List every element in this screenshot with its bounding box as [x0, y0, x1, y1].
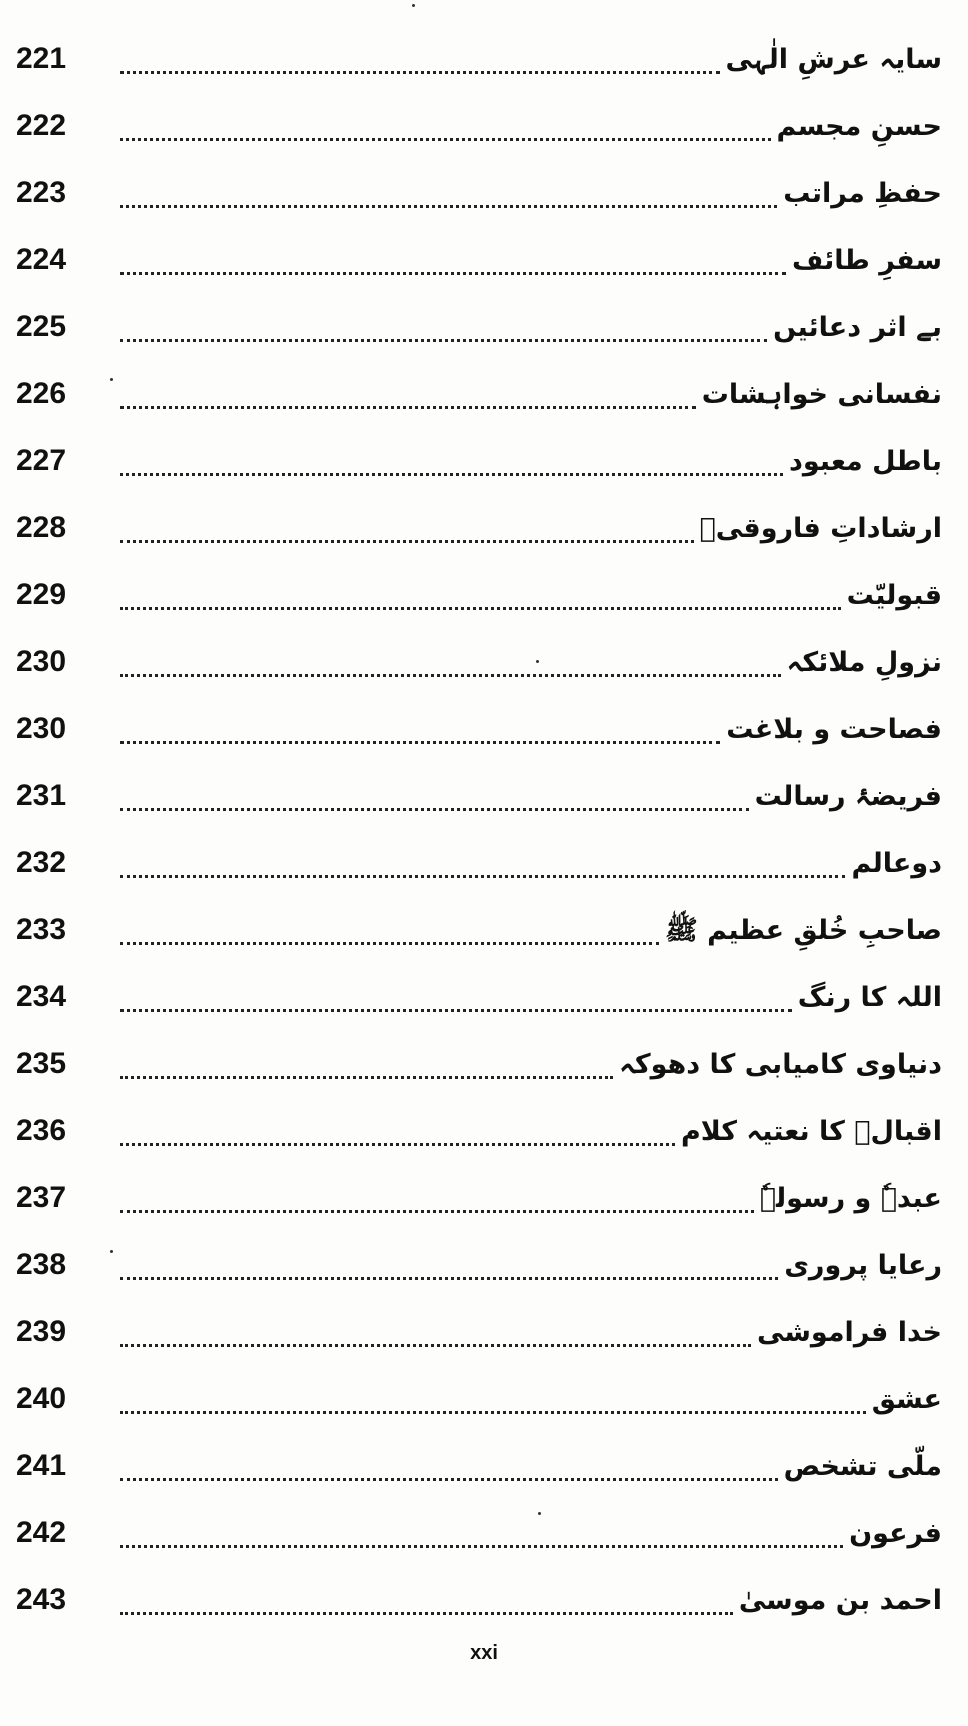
toc-page-number: 233 [16, 913, 67, 946]
toc-entry[interactable] [0, 828, 968, 895]
scan-speck [110, 1250, 113, 1253]
toc-entry-title: ارشاداتِ فاروقیؓ [699, 513, 942, 544]
scan-speck [536, 660, 539, 663]
toc-page-number: 229 [16, 578, 67, 611]
toc-entry-line [120, 905, 942, 951]
toc-entry-title: احمد بن موسیٰ [738, 1585, 942, 1616]
toc-entry-title: رعایا پروری [784, 1250, 942, 1281]
dot-leader [120, 936, 659, 945]
toc-entry-line [120, 570, 942, 616]
toc-entry[interactable] [0, 694, 968, 761]
toc-entry-line [120, 1508, 942, 1554]
toc-entry[interactable] [0, 24, 968, 91]
toc-entry-title: فرعون [849, 1518, 942, 1549]
dot-leader [120, 802, 749, 811]
toc-entry-title: اقبالؒ کا نعتیہ کلام [681, 1116, 942, 1147]
toc-entry-line [120, 972, 942, 1018]
dot-leader [120, 266, 786, 275]
toc-page-number: 232 [16, 846, 67, 879]
toc-entry-title: خدا فراموشی [757, 1317, 942, 1348]
dot-leader [120, 65, 720, 74]
table-of-contents [0, 24, 968, 1632]
toc-entry[interactable] [0, 1431, 968, 1498]
toc-entry-line [120, 1240, 942, 1286]
toc-entry-title: ملّی تشخص [783, 1451, 942, 1482]
toc-page-number: 237 [16, 1181, 67, 1214]
toc-entry-line [120, 1575, 942, 1621]
toc-entry-title: عشق [871, 1384, 942, 1415]
toc-entry[interactable] [0, 1498, 968, 1565]
toc-entry-title: نفسانی خواہشات [701, 379, 942, 410]
toc-entry-line [120, 704, 942, 750]
toc-page-number: 240 [16, 1382, 67, 1415]
toc-entry[interactable] [0, 761, 968, 828]
toc-page-number: 226 [16, 377, 67, 410]
toc-entry-line [120, 1374, 942, 1420]
toc-entry-title: سفرِ طائف [791, 245, 942, 276]
toc-page-number: 224 [16, 243, 67, 276]
toc-entry-title: دنیاوی کامیابی کا دھوکہ [619, 1049, 942, 1080]
toc-entry-line [120, 1441, 942, 1487]
toc-page-number: 243 [16, 1583, 67, 1616]
toc-page-number: 239 [16, 1315, 67, 1348]
toc-entry-title: اللہ کا رنگ [797, 982, 942, 1013]
scan-speck [412, 4, 415, 7]
dot-leader [120, 467, 783, 476]
toc-entry[interactable] [0, 225, 968, 292]
dot-leader [120, 1003, 792, 1012]
toc-entry-title: عبدہٗ و رسولہٗ [759, 1183, 942, 1214]
toc-page-number: 221 [16, 42, 67, 75]
dot-leader [120, 1204, 754, 1213]
toc-entry-title: سایہ عرشِ الٰہی [725, 44, 942, 75]
toc-entry-title: بے اثر دعائیں [773, 312, 942, 343]
toc-entry[interactable] [0, 1297, 968, 1364]
dot-leader [120, 400, 696, 409]
toc-entry-line [120, 302, 942, 348]
toc-entry-line [120, 369, 942, 415]
toc-entry-line [120, 1173, 942, 1219]
toc-entry[interactable] [0, 627, 968, 694]
toc-page-number: 236 [16, 1114, 67, 1147]
toc-page-number: 222 [16, 109, 67, 142]
toc-page-number: 227 [16, 444, 67, 477]
toc-entry-line [120, 771, 942, 817]
dot-leader [120, 1137, 675, 1146]
dot-leader [120, 735, 720, 744]
toc-entry[interactable] [0, 158, 968, 225]
toc-entry-line [120, 436, 942, 482]
toc-entry-title: باطل معبود [789, 446, 942, 477]
toc-entry-line [120, 1039, 942, 1085]
dot-leader [120, 1338, 751, 1347]
toc-entry-line [120, 101, 942, 147]
toc-entry-title: صاحبِ خُلقِ عظیم ﷺ [665, 915, 942, 946]
page-footer-number: xxi [470, 1642, 498, 1664]
toc-entry-line [120, 34, 942, 80]
toc-entry-title: قبولیّت [846, 580, 942, 611]
toc-entry-line [120, 1307, 942, 1353]
toc-entry[interactable] [0, 560, 968, 627]
toc-entry-line [120, 1106, 942, 1152]
toc-page-number: 231 [16, 779, 67, 812]
toc-entry[interactable] [0, 1096, 968, 1163]
toc-page-number: 230 [16, 645, 67, 678]
toc-entry[interactable] [0, 895, 968, 962]
toc-entry-title: دوعالم [851, 848, 942, 879]
dot-leader [120, 601, 841, 610]
toc-page-number: 242 [16, 1516, 67, 1549]
dot-leader [120, 869, 845, 878]
toc-entry[interactable] [0, 1230, 968, 1297]
dot-leader [120, 1405, 866, 1414]
scan-speck [110, 378, 113, 381]
toc-entry-title: نزولِ ملائکہ [786, 647, 942, 678]
toc-page-number: 223 [16, 176, 67, 209]
dot-leader [120, 668, 781, 677]
toc-entry[interactable] [0, 1029, 968, 1096]
toc-entry-line [120, 235, 942, 281]
toc-page-number: 234 [16, 980, 67, 1013]
scan-speck [538, 1512, 541, 1515]
toc-entry[interactable] [0, 1364, 968, 1431]
toc-entry[interactable] [0, 359, 968, 426]
toc-page-number: 230 [16, 712, 67, 745]
toc-entry[interactable] [0, 292, 968, 359]
toc-entry[interactable] [0, 493, 968, 560]
toc-entry-line [120, 637, 942, 683]
toc-entry-title: فریضۂ رسالت [754, 781, 942, 812]
toc-entry-title: فصاحت و بلاغت [726, 714, 942, 745]
dot-leader [120, 1472, 778, 1481]
toc-entry[interactable] [0, 426, 968, 493]
toc-page-number: 238 [16, 1248, 67, 1281]
toc-entry-line [120, 168, 942, 214]
toc-entry[interactable] [0, 91, 968, 158]
dot-leader [120, 1539, 843, 1548]
dot-leader [120, 1606, 733, 1615]
toc-entry-line [120, 838, 942, 884]
toc-page-number: 225 [16, 310, 67, 343]
toc-entry[interactable] [0, 962, 968, 1029]
toc-page-number: 235 [16, 1047, 67, 1080]
toc-entry[interactable] [0, 1565, 968, 1632]
toc-page-number: 241 [16, 1449, 67, 1482]
dot-leader [120, 199, 777, 208]
dot-leader [120, 333, 767, 342]
toc-entry[interactable] [0, 1163, 968, 1230]
dot-leader [120, 132, 771, 141]
dot-leader [120, 534, 694, 543]
toc-entry-title: حسنِ مجسم [776, 111, 942, 142]
dot-leader [120, 1070, 613, 1079]
toc-entry-title: حفظِ مراتب [783, 178, 942, 209]
toc-page-number: 228 [16, 511, 67, 544]
dot-leader [120, 1271, 778, 1280]
toc-entry-line [120, 503, 942, 549]
